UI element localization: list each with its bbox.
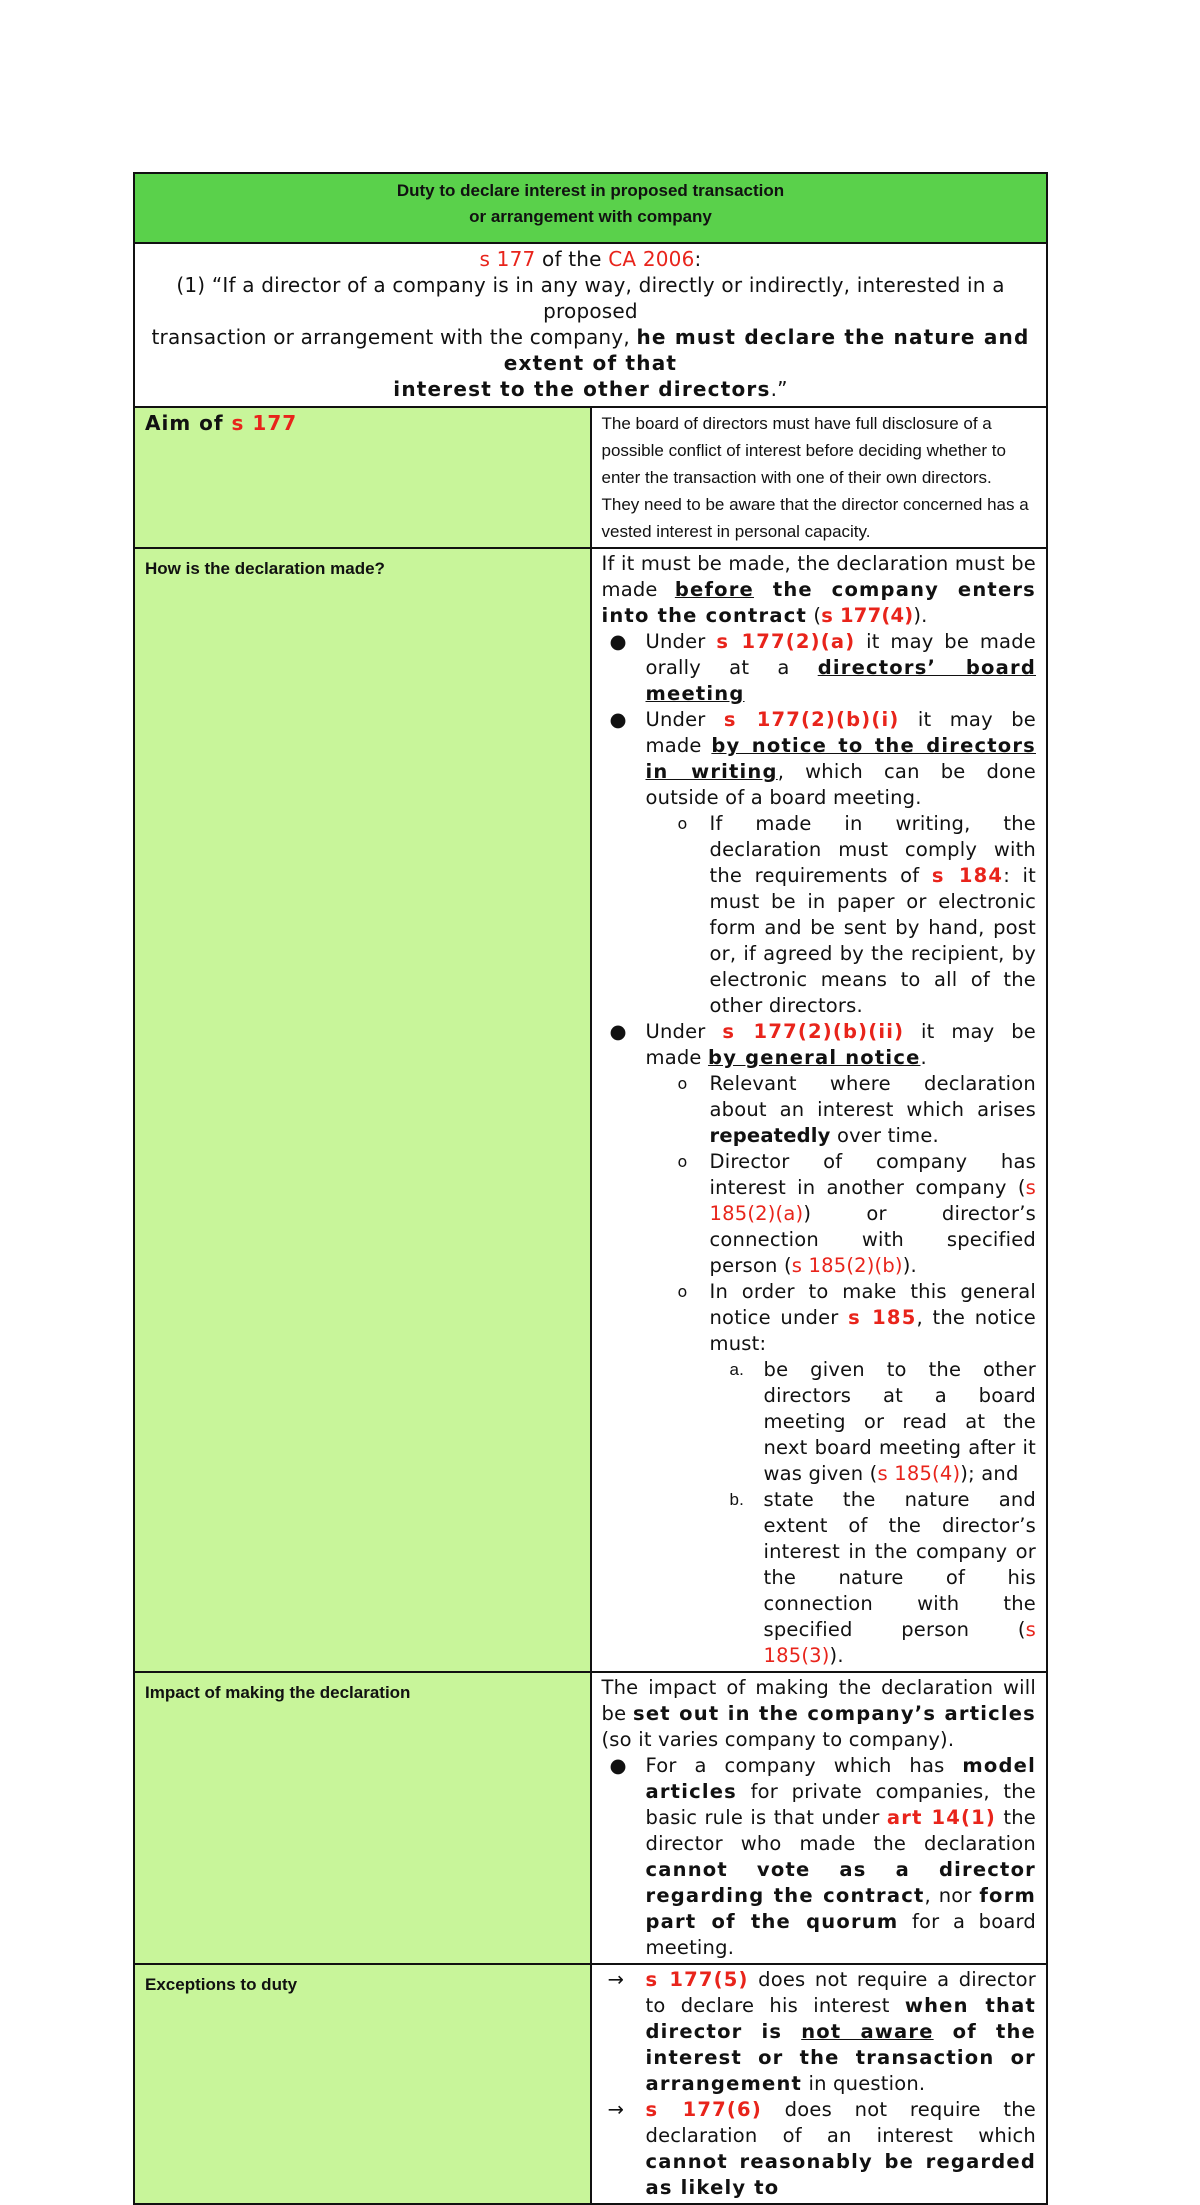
quote-line-3: interest to the other directors.” [393,377,788,401]
list-item: → s 177(6) does not require the declaration of an interest which cannot reasonably be regarded as likely to [607,2098,1036,2199]
list-item: ● Under s 177(2)(a) it may be made orally at a directors’ board meeting [609,630,1036,705]
bullet-icon: ● [609,1754,627,1777]
exceptions-label: Exceptions to duty [134,1964,591,2204]
arrow-icon: → [607,1968,625,1991]
circle-bullet-icon: o [677,1152,688,1171]
list-item: ● Under s 177(2)(b)(ii) it may be made by general notice. [609,1020,1036,1069]
duty-table [133,172,1048,2205]
aim-label: Aim of s 177 [134,407,591,548]
list-item: o Relevant where declaration about an interest which arises repeatedly over time. [677,1072,1036,1147]
how-label: How is the declaration made? [134,548,591,1672]
bullet-icon: ● [609,708,627,731]
circle-bullet-icon: o [677,1282,688,1301]
table-title [134,173,1047,243]
title-line-1: Duty to declare interest in proposed transaction [396,181,785,200]
bullet-icon: ● [609,630,627,653]
quote-line-1: (1) “If a director of a company is in any way, directly or indirectly, interested in a proposed [176,273,1005,323]
list-item: o In order to make this general notice under s 185, the notice must: [677,1280,1036,1355]
bullet-icon: ● [609,1020,627,1043]
aim-text: The board of directors must have full disclosure of a possible conflict of interest before deciding whether to enter the transaction with one of their own directors. They need to be aware that the director concerned has a vested interest in personal capacity. [591,407,1048,548]
title-line-2: or arrangement with company [469,207,712,226]
how-text [591,548,1048,1672]
list-item: a. be given to the other directors at a board meeting or read at the next board meeting after it was given (s 185(4)); and [729,1358,1036,1485]
list-item: o If made in writing, the declaration must comply with the requirements of s 184: it must be in paper or electronic form and be sent by hand, post or, if agreed by the recipient, by electronic means to all of the other directors. [677,812,1036,1017]
how-intro: If it must be made, the declaration must be made before the company enters into the contract (s 177(4)). [601,552,1036,627]
list-item: b. state the nature and extent of the director’s interest in the company or the nature of his connection with the specified person (s 185(3)). [729,1488,1036,1667]
impact-text: The impact of making the declaration will be set out in the company’s articles (so it varies company to company). ● For a company which has model articles for private companies, the basic rule is that under art 14(1) the director who made the declaration cannot vote as a director regarding the contract, nor form part of the quorum for a board meeting. [591,1672,1048,1964]
list-item: ● For a company which has model articles for private companies, the basic rule is that under art 14(1) the director who made the declaration cannot vote as a director regarding the contract, nor form part of the quorum for a board meeting. [609,1754,1036,1959]
impact-label: Impact of making the declaration [134,1672,591,1964]
list-item: → s 177(5) does not require a director to declare his interest when that director is not aware of the interest or the transaction or arrangement in question. [607,1968,1037,2095]
list-item: o Director of company has interest in another company (s 185(2)(a)) or director’s connection with specified person (s 185(2)(b)). [677,1150,1036,1277]
circle-bullet-icon: o [677,814,688,833]
list-item: ● Under s 177(2)(b)(i) it may be made by notice to the directors in writing, which can be done outside of a board meeting. [609,708,1036,809]
act-ref: CA 2006 [608,247,695,271]
exceptions-text [591,1964,1048,2204]
quote-line-2: transaction or arrangement with the company, he must declare the nature and extent of that [151,325,1030,375]
statute-ref: s 177 [479,247,536,271]
circle-bullet-icon: o [677,1074,688,1093]
statute-quote: s 177 of the CA 2006: (1) “If a director of a company is in any way, directly or indirectly, interested in a proposed transaction or arrangement with the company, he must declare the nature and extent of that interest to the other directors.” [134,243,1047,407]
arrow-icon: → [607,2098,625,2121]
